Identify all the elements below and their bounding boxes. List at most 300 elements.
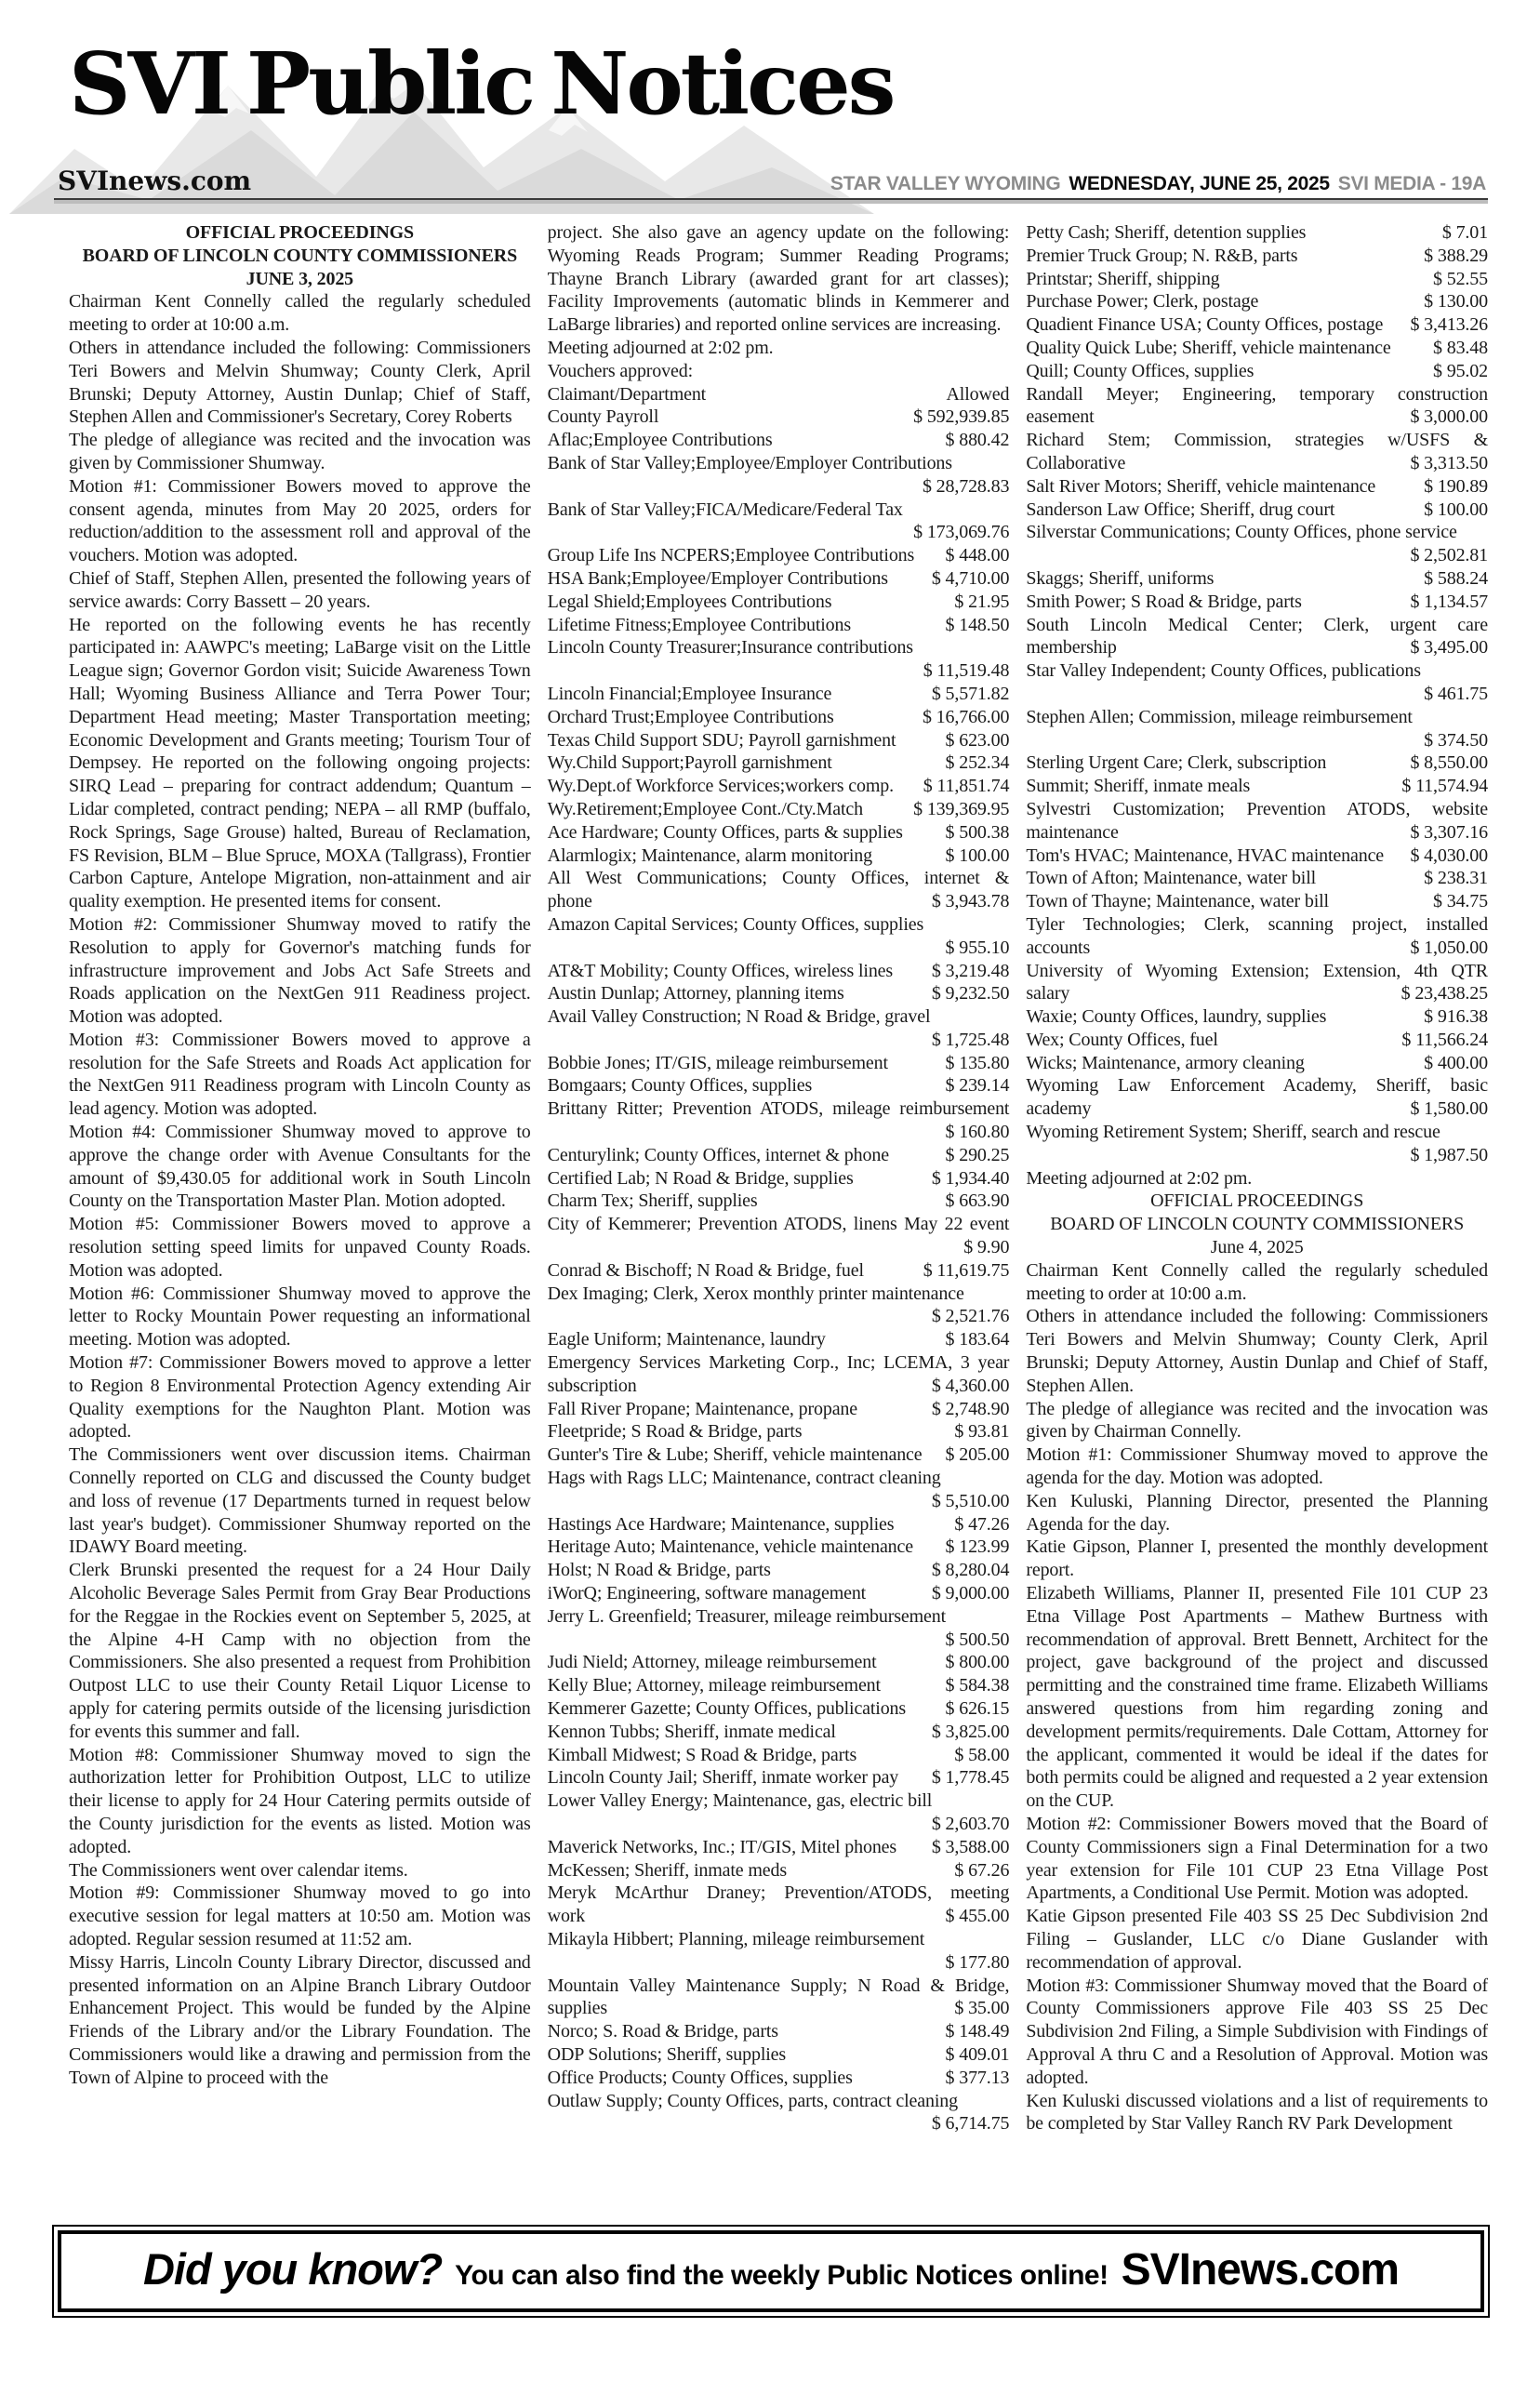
voucher-amount: $ 95.02 <box>1433 360 1488 381</box>
footer-banner-inner <box>58 2230 1484 2312</box>
voucher-row <box>548 1559 1010 1582</box>
voucher-row <box>1026 821 1488 845</box>
section-subheading: OFFICIAL PROCEEDINGS <box>1150 1190 1364 1212</box>
voucher-amount: $ 7.01 <box>1441 222 1488 243</box>
voucher-amount: $ 205.00 <box>945 1444 1010 1466</box>
paragraph: Motion #3: Commissioner Shumway moved that the Board of County Commissioners approve File 403 SS 25 Dec Subdivision 2nd Filing, a Simple Subdivision with Findings of Approval A thru C and a Resolution of Approval. Motion was adopted. <box>1026 1975 1488 2088</box>
voucher-amount-line <box>1026 1144 1488 1167</box>
voucher-row <box>1026 1005 1488 1029</box>
voucher-amount: $ 11,519.48 <box>923 660 1010 682</box>
voucher-amount: $ 290.25 <box>945 1144 1010 1165</box>
voucher-row <box>1026 1097 1488 1121</box>
section-heading: JUNE 3, 2025 <box>246 268 354 289</box>
voucher-amount: $ 3,313.50 <box>1410 452 1488 473</box>
voucher-row <box>548 1052 1010 1075</box>
voucher-claimant: Waxie; County Offices, laundry, supplies <box>1026 1006 1327 1028</box>
voucher-amount: $ 3,219.48 <box>931 960 1010 981</box>
voucher-amount: $ 1,134.57 <box>1410 591 1488 612</box>
voucher-amount: $ 3,413.26 <box>1410 314 1488 336</box>
voucher-amount: $ 4,710.00 <box>931 567 1010 589</box>
voucher-claimant: Quality Quick Lube; Sheriff, vehicle maintenance <box>1026 337 1391 358</box>
voucher-claimant-line: Wyoming Law Enforcement Academy, Sheriff, basic <box>1026 1075 1488 1097</box>
voucher-row <box>548 960 1010 983</box>
voucher-claimant: Sanderson Law Office; Sheriff, drug court <box>1026 499 1335 520</box>
voucher-amount-line <box>548 1629 1010 1652</box>
voucher-amount: $ 4,030.00 <box>1410 845 1488 866</box>
voucher-amount-line <box>548 1951 1010 1975</box>
voucher-row <box>1026 636 1488 659</box>
voucher-amount: $ 130.00 <box>1424 291 1488 313</box>
voucher-claimant-line: Dex Imaging; Clerk, Xerox monthly printer maintenance <box>547 1283 964 1304</box>
voucher-claimant: academy <box>1026 1098 1092 1120</box>
voucher-claimant: Ace Hardware; County Offices, parts & supplies <box>547 821 903 843</box>
voucher-amount: $ 148.49 <box>945 2021 1010 2042</box>
voucher-row <box>1026 775 1488 798</box>
voucher-claimant-line: Meeting adjourned at 2:02 pm. <box>1026 1167 1253 1189</box>
footer-line <box>76 2243 1466 2295</box>
voucher-claimant-line: South Lincoln Medical Center; Clerk, urgent care <box>1026 614 1488 635</box>
voucher-amount-line <box>548 2112 1010 2135</box>
voucher-claimant: Eagle Uniform; Maintenance, laundry <box>547 1329 826 1350</box>
voucher-claimant: Collaborative <box>1026 452 1126 473</box>
voucher-claimant: Skaggs; Sheriff, uniforms <box>1026 567 1215 589</box>
voucher-amount: $ 374.50 <box>1424 729 1488 751</box>
voucher-claimant: AT&T Mobility; County Offices, wireless lines <box>547 960 894 981</box>
voucher-amount: $ 663.90 <box>945 1190 1010 1212</box>
voucher-claimant: Lifetime Fitness;Employee Contributions <box>547 614 851 635</box>
voucher-amount-line <box>548 1813 1010 1836</box>
voucher-amount: $ 377.13 <box>945 2067 1010 2088</box>
dateline-edition: SVI MEDIA - 19A <box>1337 173 1486 194</box>
voucher-claimant-line: Emergency Services Marketing Corp., Inc; LCEMA, 3 year <box>547 1352 1010 1374</box>
voucher-row <box>1026 360 1488 383</box>
voucher-claimant-line: Sylvestri Customization; Prevention ATODS, website <box>1026 798 1488 819</box>
voucher-claimant: phone <box>547 891 592 912</box>
voucher-claimant: Claimant/Department <box>547 383 707 405</box>
voucher-claimant-line: Mountain Valley Maintenance Supply; N Road & Bridge, <box>547 1975 1010 1996</box>
voucher-claimant-line: All West Communications; County Offices, internet & <box>547 868 1010 889</box>
voucher-claimant-line: Mikayla Hibbert; Planning, mileage reimbursement <box>547 1928 925 1949</box>
voucher-claimant: Wex; County Offices, fuel <box>1026 1029 1218 1050</box>
voucher-claimant: ODP Solutions; Sheriff, supplies <box>547 2043 786 2065</box>
section-heading: OFFICIAL PROCEEDINGS <box>185 222 415 243</box>
voucher-amount: Allowed <box>946 383 1010 405</box>
voucher-amount: $ 455.00 <box>945 1906 1010 1927</box>
paragraph: Motion #1: Commissioner Shumway moved to approve the agenda for the day. Motion was adopted. <box>1026 1444 1488 1489</box>
voucher-amount: $ 916.38 <box>1424 1006 1488 1028</box>
voucher-amount: $ 123.99 <box>945 1536 1010 1558</box>
voucher-claimant: Petty Cash; Sheriff, detention supplies <box>1026 222 1307 243</box>
voucher-claimant: Quadient Finance USA; County Offices, postage <box>1026 314 1384 336</box>
voucher-row <box>548 1997 1010 2020</box>
voucher-row <box>548 1443 1010 1467</box>
voucher-amount-line <box>548 1490 1010 1513</box>
voucher-claimant: Kimball Midwest; S Road & Bridge, parts <box>547 1744 857 1765</box>
voucher-claimant-line: Meeting adjourned at 2:02 pm. <box>547 337 774 358</box>
voucher-claimant-line: City of Kemmerer; Prevention ATODS, linens May 22 event <box>547 1214 1010 1235</box>
voucher-row <box>548 752 1010 775</box>
voucher-amount: $ 160.80 <box>945 1122 1010 1143</box>
section-heading: BOARD OF LINCOLN COUNTY COMMISSIONERS <box>82 245 518 266</box>
voucher-row <box>548 1905 1010 1928</box>
voucher-claimant-line: Amazon Capital Services; County Offices, supplies <box>547 913 924 935</box>
voucher-amount: $ 21.95 <box>954 591 1010 612</box>
voucher-amount: $ 626.15 <box>945 1698 1010 1719</box>
voucher-claimant: Texas Child Support SDU; Payroll garnishment <box>547 729 896 751</box>
voucher-amount: $ 173,069.76 <box>913 522 1010 543</box>
voucher-claimant: Austin Dunlap; Attorney, planning items <box>547 983 844 1004</box>
voucher-row <box>548 1398 1010 1421</box>
voucher-claimant: County Payroll <box>547 406 659 428</box>
voucher-row <box>548 1420 1010 1443</box>
voucher-claimant: Quill; County Offices, supplies <box>1026 360 1255 381</box>
voucher-row <box>1026 245 1488 268</box>
voucher-claimant: iWorQ; Engineering, software management <box>547 1583 867 1604</box>
voucher-amount: $ 8,280.04 <box>931 1560 1010 1581</box>
voucher-amount: $ 93.81 <box>954 1421 1010 1443</box>
voucher-amount: $ 100.00 <box>1424 499 1488 520</box>
voucher-row <box>548 1674 1010 1697</box>
voucher-amount: $ 135.80 <box>945 1052 1010 1073</box>
paragraph: Motion #6: Commissioner Shumway moved to approve the letter to Rocky Mountain Power requesting an informational meeting. Motion was adopted. <box>69 1283 531 1350</box>
voucher-claimant: Legal Shield;Employees Contributions <box>547 591 832 612</box>
voucher-amount: $ 67.26 <box>954 1859 1010 1881</box>
voucher-amount: $ 2,748.90 <box>931 1398 1010 1419</box>
voucher-claimant-line: Lincoln County Treasurer;Insurance contributions <box>547 637 913 658</box>
voucher-row <box>1026 890 1488 913</box>
voucher-amount-line <box>548 1029 1010 1052</box>
voucher-claimant: Kennon Tubbs; Sheriff, inmate medical <box>547 1721 836 1742</box>
voucher-amount: $ 183.64 <box>945 1329 1010 1350</box>
voucher-amount: $ 9.90 <box>963 1237 1010 1258</box>
voucher-claimant: Smith Power; S Road & Bridge, parts <box>1026 591 1302 612</box>
voucher-row <box>1026 221 1488 245</box>
voucher-amount: $ 500.50 <box>945 1629 1010 1650</box>
paragraph: project. She also gave an agency update on the following: Wyoming Reads Program; Summer Reading Programs; Thayne Branch Library (awarded grant for art classes); Facility Improvements (automatic blinds in Kemmerer and LaBarge libraries) and reported online services are increasing. <box>547 222 1010 336</box>
column-2 <box>548 221 1010 2135</box>
voucher-amount: $ 11,574.94 <box>1401 776 1488 797</box>
paragraph: The Commissioners went over calendar items. <box>69 1859 408 1881</box>
voucher-row <box>548 1744 1010 1767</box>
masthead-rule <box>54 198 1488 204</box>
voucher-claimant: Salt River Motors; Sheriff, vehicle maintenance <box>1026 475 1376 497</box>
voucher-row <box>1026 452 1488 475</box>
voucher-claimant: Conrad & Bischoff; N Road & Bridge, fuel <box>547 1259 864 1281</box>
voucher-row <box>548 1766 1010 1789</box>
paragraph: Katie Gipson presented File 403 SS 25 Dec Subdivision 2nd Filing – Guslander, LLC c/o Diane Guslander with recommendation of approval. <box>1026 1906 1488 1973</box>
dateline <box>830 173 1486 195</box>
voucher-row <box>548 729 1010 752</box>
voucher-row <box>548 1328 1010 1351</box>
voucher-row <box>548 1582 1010 1605</box>
voucher-row <box>1026 567 1488 591</box>
voucher-claimant: Aflac;Employee Contributions <box>547 430 773 451</box>
voucher-row <box>548 1651 1010 1674</box>
voucher-row <box>1026 337 1488 360</box>
voucher-claimant: Wy.Retirement;Employee Cont./Cty.Match <box>547 798 863 819</box>
voucher-claimant-line: Tyler Technologies; Clerk, scanning project, installed <box>1026 913 1488 935</box>
voucher-claimant: Town of Afton; Maintenance, water bill <box>1026 868 1317 889</box>
voucher-claimant: Kemmerer Gazette; County Offices, publications <box>547 1698 907 1719</box>
voucher-claimant-line: Brittany Ritter; Prevention ATODS, mileage reimbursement <box>547 1098 1010 1120</box>
voucher-amount-line <box>548 475 1010 499</box>
voucher-claimant: Office Products; County Offices, supplies <box>547 2067 853 2088</box>
voucher-claimant: Summit; Sheriff, inmate meals <box>1026 776 1251 797</box>
voucher-amount-line <box>548 521 1010 544</box>
voucher-row <box>1026 752 1488 775</box>
voucher-row <box>548 1074 1010 1097</box>
voucher-claimant: Tom's HVAC; Maintenance, HVAC maintenance <box>1026 845 1385 866</box>
paragraph: Ken Kuluski, Planning Director, presented the Planning Agenda for the day. <box>1026 1490 1488 1535</box>
paragraph: Motion #4: Commissioner Shumway moved to approve to approve the change order with Avenue Consultants for the amount of $9,430.05 for additional work in South Lincoln County on the Transportation Master Plan. Motion adopted. <box>69 1122 531 1212</box>
voucher-amount: $ 11,851.74 <box>923 776 1010 797</box>
voucher-claimant: Heritage Auto; Maintenance, vehicle maintenance <box>547 1536 913 1558</box>
voucher-amount: $ 58.00 <box>954 1744 1010 1765</box>
paragraph: Clerk Brunski presented the request for a 24 Hour Daily Alcoholic Beverage Sales Permit from Gray Bear Productions for the Reggae in the Rockies event on September 5, 2025, at the Alpine 4-H Camp with no objection from the Commissioners. She also presented a request from Prohibition Outpost LLC to use their County Retail Liquor License to apply for catering permits outside of the licensing jurisdiction for events this summer and fall. <box>69 1560 531 1742</box>
voucher-claimant-line: Richard Stem; Commission, strategies w/USFS & <box>1026 430 1488 451</box>
voucher-claimant: Purchase Power; Clerk, postage <box>1026 291 1259 313</box>
footer-banner <box>52 2225 1490 2318</box>
voucher-claimant-line: Lower Valley Energy; Maintenance, gas, electric bill <box>547 1790 933 1812</box>
paragraph: Motion #5: Commissioner Bowers moved to approve a resolution setting speed limits for unpaved County Roads. Motion was adopted. <box>69 1214 531 1281</box>
voucher-row <box>548 798 1010 821</box>
voucher-claimant: Certified Lab; N Road & Bridge, supplies <box>547 1167 854 1189</box>
section-subheading: June 4, 2025 <box>1210 1237 1304 1258</box>
voucher-row <box>548 890 1010 913</box>
voucher-amount: $ 3,495.00 <box>1410 637 1488 658</box>
voucher-amount: $ 52.55 <box>1433 268 1488 289</box>
voucher-amount: $ 3,307.16 <box>1410 821 1488 843</box>
column-3 <box>1026 221 1488 2135</box>
voucher-amount: $ 4,360.00 <box>931 1375 1010 1396</box>
voucher-claimant: Town of Thayne; Maintenance, water bill <box>1026 891 1329 912</box>
paragraph: Motion #8: Commissioner Shumway moved to sign the authorization letter for Prohibition Outpost, LLC to utilize their license to apply for 24 Hour Catering permits outside of the County jurisdiction for the events as listed. Motion was adopted. <box>69 1744 531 1857</box>
voucher-claimant: supplies <box>547 1998 608 2019</box>
voucher-row <box>548 845 1010 868</box>
voucher-row <box>548 1836 1010 1859</box>
voucher-claimant: Kelly Blue; Attorney, mileage reimbursement <box>547 1675 881 1696</box>
voucher-claimant: Orchard Trust;Employee Contributions <box>547 706 834 727</box>
voucher-row <box>548 1375 1010 1398</box>
paragraph: Motion #9: Commissioner Shumway moved to go into executive session for legal matters at 10:50 am. Motion was adopted. Regular session resumed at 11:52 am. <box>69 1882 531 1949</box>
voucher-claimant: salary <box>1026 983 1070 1004</box>
voucher-amount: $ 3,825.00 <box>931 1721 1010 1742</box>
voucher-amount: $ 35.00 <box>954 1998 1010 2019</box>
voucher-row <box>1026 268 1488 291</box>
voucher-claimant-line: Avail Valley Construction; N Road & Bridge, gravel <box>547 1006 931 1028</box>
voucher-amount: $ 239.14 <box>945 1075 1010 1097</box>
voucher-amount: $ 3,588.00 <box>931 1836 1010 1857</box>
voucher-amount: $ 9,000.00 <box>931 1583 1010 1604</box>
voucher-amount-line <box>548 1121 1010 1144</box>
voucher-claimant-line: Stephen Allen; Commission, mileage reimbursement <box>1026 706 1413 727</box>
voucher-claimant: Charm Tex; Sheriff, supplies <box>547 1190 758 1212</box>
voucher-claimant: Printstar; Sheriff, shipping <box>1026 268 1220 289</box>
voucher-claimant: Premier Truck Group; N. R&B, parts <box>1026 245 1298 266</box>
voucher-amount: $ 584.38 <box>945 1675 1010 1696</box>
voucher-claimant: Wy.Dept.of Workforce Services;workers comp. <box>547 776 894 797</box>
voucher-claimant: Hastings Ace Hardware; Maintenance, supplies <box>547 1513 895 1535</box>
voucher-amount: $ 83.48 <box>1433 337 1488 358</box>
footer-text: You can also find the weekly Public Notices online! <box>455 2260 1109 2291</box>
voucher-row <box>1026 867 1488 890</box>
voucher-amount: $ 880.42 <box>945 430 1010 451</box>
notice-columns <box>69 221 1488 2201</box>
voucher-row <box>1026 313 1488 337</box>
voucher-row <box>548 1190 1010 1213</box>
voucher-row <box>1026 937 1488 960</box>
voucher-row <box>1026 982 1488 1005</box>
voucher-row <box>548 821 1010 845</box>
voucher-row <box>1026 591 1488 614</box>
voucher-amount: $ 388.29 <box>1424 245 1488 266</box>
voucher-claimant: accounts <box>1026 937 1091 958</box>
voucher-amount-line <box>1026 544 1488 567</box>
voucher-amount: $ 252.34 <box>945 752 1010 774</box>
section-subheading: BOARD OF LINCOLN COUNTY COMMISSIONERS <box>1050 1214 1465 1235</box>
voucher-amount-line <box>548 1305 1010 1328</box>
paragraph: He reported on the following events he has recently participated in: AAWPC's meeting; LaBarge visit on the Little League sign; Governor Gordon visit; Suicide Awareness Town Hall; Wyoming Business Alliance and Terra Power Tour; Department Head meeting; Master Transportation meeting; Economic Development and Grants meeting; Tourism Tour of Dempsey. He reported on the following ongoing projects: SIRQ Lead – preparing for contract addendum; Quantum – Lidar completed, contract pending; NEPA – all RMP (buffalo, Rock Springs, Sage Grouse) halted, Bureau of Reclamation, FS Revision, BLM – Blue Spruce, MOXA (Tallgrass), Frontier Carbon Capture, Antelope Migration, non-attainment and air quality exemption. He presented items for consent. <box>69 614 531 912</box>
voucher-claimant: Lincoln Financial;Employee Insurance <box>547 683 832 704</box>
voucher-amount: $ 238.31 <box>1424 868 1488 889</box>
voucher-amount: $ 177.80 <box>945 1951 1010 1973</box>
voucher-amount: $ 448.00 <box>945 545 1010 566</box>
voucher-amount-line <box>1026 683 1488 706</box>
voucher-row <box>1026 499 1488 522</box>
voucher-row <box>548 982 1010 1005</box>
paragraph: Others in attendance included the following: Commissioners Teri Bowers and Melvin Shumway; County Clerk, April Brunski; Deputy Attorney, Austin Dunlap; Chief of Staff, Stephen Allen and Commissioner's Secretary, Corey Roberts <box>69 337 531 428</box>
voucher-claimant-line: Hags with Rags LLC; Maintenance, contract cleaning <box>547 1468 941 1489</box>
voucher-claimant-line: Wyoming Retirement System; Sheriff, search and rescue <box>1026 1122 1440 1143</box>
voucher-amount: $ 500.38 <box>945 821 1010 843</box>
voucher-row <box>548 406 1010 429</box>
voucher-claimant-line: Meryk McArthur Draney; Prevention/ATODS, meeting <box>547 1882 1010 1904</box>
voucher-row <box>1026 1052 1488 1075</box>
voucher-claimant: Lincoln County Jail; Sheriff, inmate worker pay <box>547 1767 899 1789</box>
voucher-claimant: maintenance <box>1026 821 1119 843</box>
footer-lead: Did you know? <box>142 2244 443 2294</box>
voucher-claimant: Norco; S. Road & Bridge, parts <box>547 2021 778 2042</box>
paragraph: Missy Harris, Lincoln County Library Director, discussed and presented information on an Alpine Branch Library Outdoor Enhancement Project. This would be funded by the Alpine Friends of the Library and/or the Library Foundation. The Commissioners would like a drawing and permission from the Town of Alpine to proceed with the <box>69 1951 531 2088</box>
voucher-claimant: Gunter's Tire & Lube; Sheriff, vehicle maintenance <box>547 1444 923 1466</box>
voucher-row <box>548 429 1010 452</box>
voucher-row <box>1026 1029 1488 1052</box>
voucher-amount: $ 11,619.75 <box>923 1259 1010 1281</box>
paragraph: Motion #3: Commissioner Bowers moved to approve a resolution for the Safe Streets and Roads Act application for the NextGen 911 Readiness program with Lincoln County as lead agency. Motion was adopted. <box>69 1029 531 1120</box>
voucher-row <box>548 2043 1010 2067</box>
voucher-amount: $ 588.24 <box>1424 567 1488 589</box>
voucher-amount: $ 34.75 <box>1433 891 1488 912</box>
paragraph: Motion #1: Commissioner Bowers moved to approve the consent agenda, minutes from May 20 2025, orders for reduction/addition to the assessment roll and approval of the vouchers. Motion was adopted. <box>69 475 531 566</box>
voucher-amount: $ 1,050.00 <box>1410 937 1488 958</box>
voucher-claimant: Judi Nield; Attorney, mileage reimbursement <box>547 1652 877 1673</box>
voucher-amount: $ 623.00 <box>945 729 1010 751</box>
voucher-amount: $ 5,571.82 <box>931 683 1010 704</box>
dateline-date: WEDNESDAY, JUNE 25, 2025 <box>1069 173 1330 194</box>
voucher-amount: $ 9,232.50 <box>931 983 1010 1004</box>
voucher-claimant: Group Life Ins NCPERS;Employee Contributions <box>547 545 915 566</box>
voucher-claimant-line: Bank of Star Valley;FICA/Medicare/Federal Tax <box>547 499 903 520</box>
voucher-row <box>548 1167 1010 1190</box>
voucher-amount-line <box>1026 729 1488 752</box>
paragraph: Elizabeth Williams, Planner II, presented File 101 CUP 23 Etna Village Post Apartments – Mathew Burtness with recommendation of approval. Brett Bennett, Architect for the project, gave background of the project and discussed permitting and the constrained time frame. Elizabeth Williams answered questions from him regarding zoning and development permits/requirements. Dale Cottam, Attorney for the applicant, commented it would be ideal if the dates for both permits could be aligned and requested a 2 year extension on the CUP. <box>1026 1583 1488 1812</box>
voucher-row <box>548 1259 1010 1283</box>
voucher-amount: $ 461.75 <box>1424 683 1488 704</box>
voucher-claimant-line: Jerry L. Greenfield; Treasurer, mileage reimbursement <box>547 1605 946 1627</box>
paragraph: The pledge of allegiance was recited and the invocation was given by Commissioner Shumway. <box>69 430 531 473</box>
voucher-claimant-line: Randall Meyer; Engineering, temporary construction <box>1026 383 1488 405</box>
voucher-claimant: easement <box>1026 406 1095 428</box>
voucher-amount: $ 1,580.00 <box>1410 1098 1488 1120</box>
voucher-claimant-line: Outlaw Supply; County Offices, parts, contract cleaning <box>547 2090 958 2111</box>
voucher-amount: $ 16,766.00 <box>922 706 1010 727</box>
voucher-row <box>1026 290 1488 313</box>
paragraph: Chairman Kent Connelly called the regularly scheduled meeting to order at 10:00 a.m. <box>1026 1259 1488 1304</box>
voucher-amount: $ 23,438.25 <box>1401 983 1488 1004</box>
paragraph: Chief of Staff, Stephen Allen, presented the following years of service awards: Corry Bassett – 20 years. <box>69 567 531 612</box>
masthead-title: SVI Public Notices <box>69 33 894 134</box>
voucher-amount: $ 5,510.00 <box>931 1490 1010 1511</box>
voucher-amount: $ 800.00 <box>945 1652 1010 1673</box>
voucher-amount: $ 3,943.78 <box>931 891 1010 912</box>
voucher-row <box>548 1536 1010 1559</box>
voucher-amount: $ 139,369.95 <box>913 798 1010 819</box>
voucher-row <box>1026 845 1488 868</box>
paragraph: Ken Kuluski discussed violations and a list of requirements to be completed by Star Valley Ranch RV Park Development <box>1026 2090 1488 2135</box>
masthead <box>0 0 1540 216</box>
footer-site: SVInews.com <box>1121 2245 1400 2295</box>
voucher-row <box>548 383 1010 406</box>
voucher-row <box>548 544 1010 567</box>
voucher-amount: $ 400.00 <box>1424 1052 1488 1073</box>
column-1 <box>69 221 531 2135</box>
voucher-claimant: Bomgaars; County Offices, supplies <box>547 1075 813 1097</box>
voucher-amount: $ 1,934.40 <box>931 1167 1010 1189</box>
voucher-row <box>548 706 1010 729</box>
voucher-row <box>548 2067 1010 2090</box>
voucher-claimant: Wicks; Maintenance, armory cleaning <box>1026 1052 1305 1073</box>
voucher-row <box>548 1144 1010 1167</box>
voucher-amount-line <box>548 937 1010 960</box>
voucher-amount: $ 190.89 <box>1424 475 1488 497</box>
dateline-location: STAR VALLEY WYOMING <box>830 173 1061 194</box>
voucher-claimant: McKessen; Sheriff, inmate meds <box>547 1859 787 1881</box>
voucher-amount: $ 47.26 <box>954 1513 1010 1535</box>
masthead-site: SVInews.com <box>58 166 252 196</box>
paragraph: Motion #2: Commissioner Bowers moved that the Board of County Commissioners sign a Final Determination for a two year extension for File 101 CUP 23 Etna Village Post Apartments, a Conditional Use Permit. Motion was adopted. <box>1026 1813 1488 1904</box>
voucher-claimant: Wy.Child Support;Payroll garnishment <box>547 752 832 774</box>
voucher-claimant: subscription <box>547 1375 637 1396</box>
paragraph: Katie Gipson, Planner I, presented the monthly development report. <box>1026 1536 1488 1581</box>
voucher-amount-line <box>548 1236 1010 1259</box>
voucher-amount: $ 2,521.76 <box>931 1306 1010 1327</box>
masthead-row <box>58 166 1486 196</box>
voucher-row <box>548 1721 1010 1744</box>
paragraph: The Commissioners went over discussion items. Chairman Connelly reported on CLG and discussed the County budget and loss of revenue (17 Departments turned in request below last year's budget). Commissioner Shumway reported on the IDAWY Board meeting. <box>69 1444 531 1558</box>
voucher-claimant-line: Bank of Star Valley;Employee/Employer Contributions <box>547 452 952 473</box>
voucher-amount: $ 100.00 <box>945 845 1010 866</box>
voucher-claimant: Fall River Propane; Maintenance, propane <box>547 1398 857 1419</box>
voucher-claimant: Fleetpride; S Road & Bridge, parts <box>547 1421 803 1443</box>
paragraph: Motion #7: Commissioner Bowers moved to approve a letter to Region 8 Environmental Protection Agency extending Air Quality exemptions for the Naughton Plant. Motion was adopted. <box>69 1352 531 1443</box>
voucher-amount: $ 409.01 <box>945 2043 1010 2065</box>
voucher-claimant: work <box>547 1906 586 1927</box>
paragraph: Chairman Kent Connelly called the regularly scheduled meeting to order at 10:00 a.m. <box>69 291 531 336</box>
voucher-row <box>548 683 1010 706</box>
voucher-claimant-line: Star Valley Independent; County Offices, publications <box>1026 660 1421 682</box>
voucher-claimant: Alarmlogix; Maintenance, alarm monitoring <box>547 845 872 866</box>
voucher-amount: $ 28,728.83 <box>922 475 1010 497</box>
